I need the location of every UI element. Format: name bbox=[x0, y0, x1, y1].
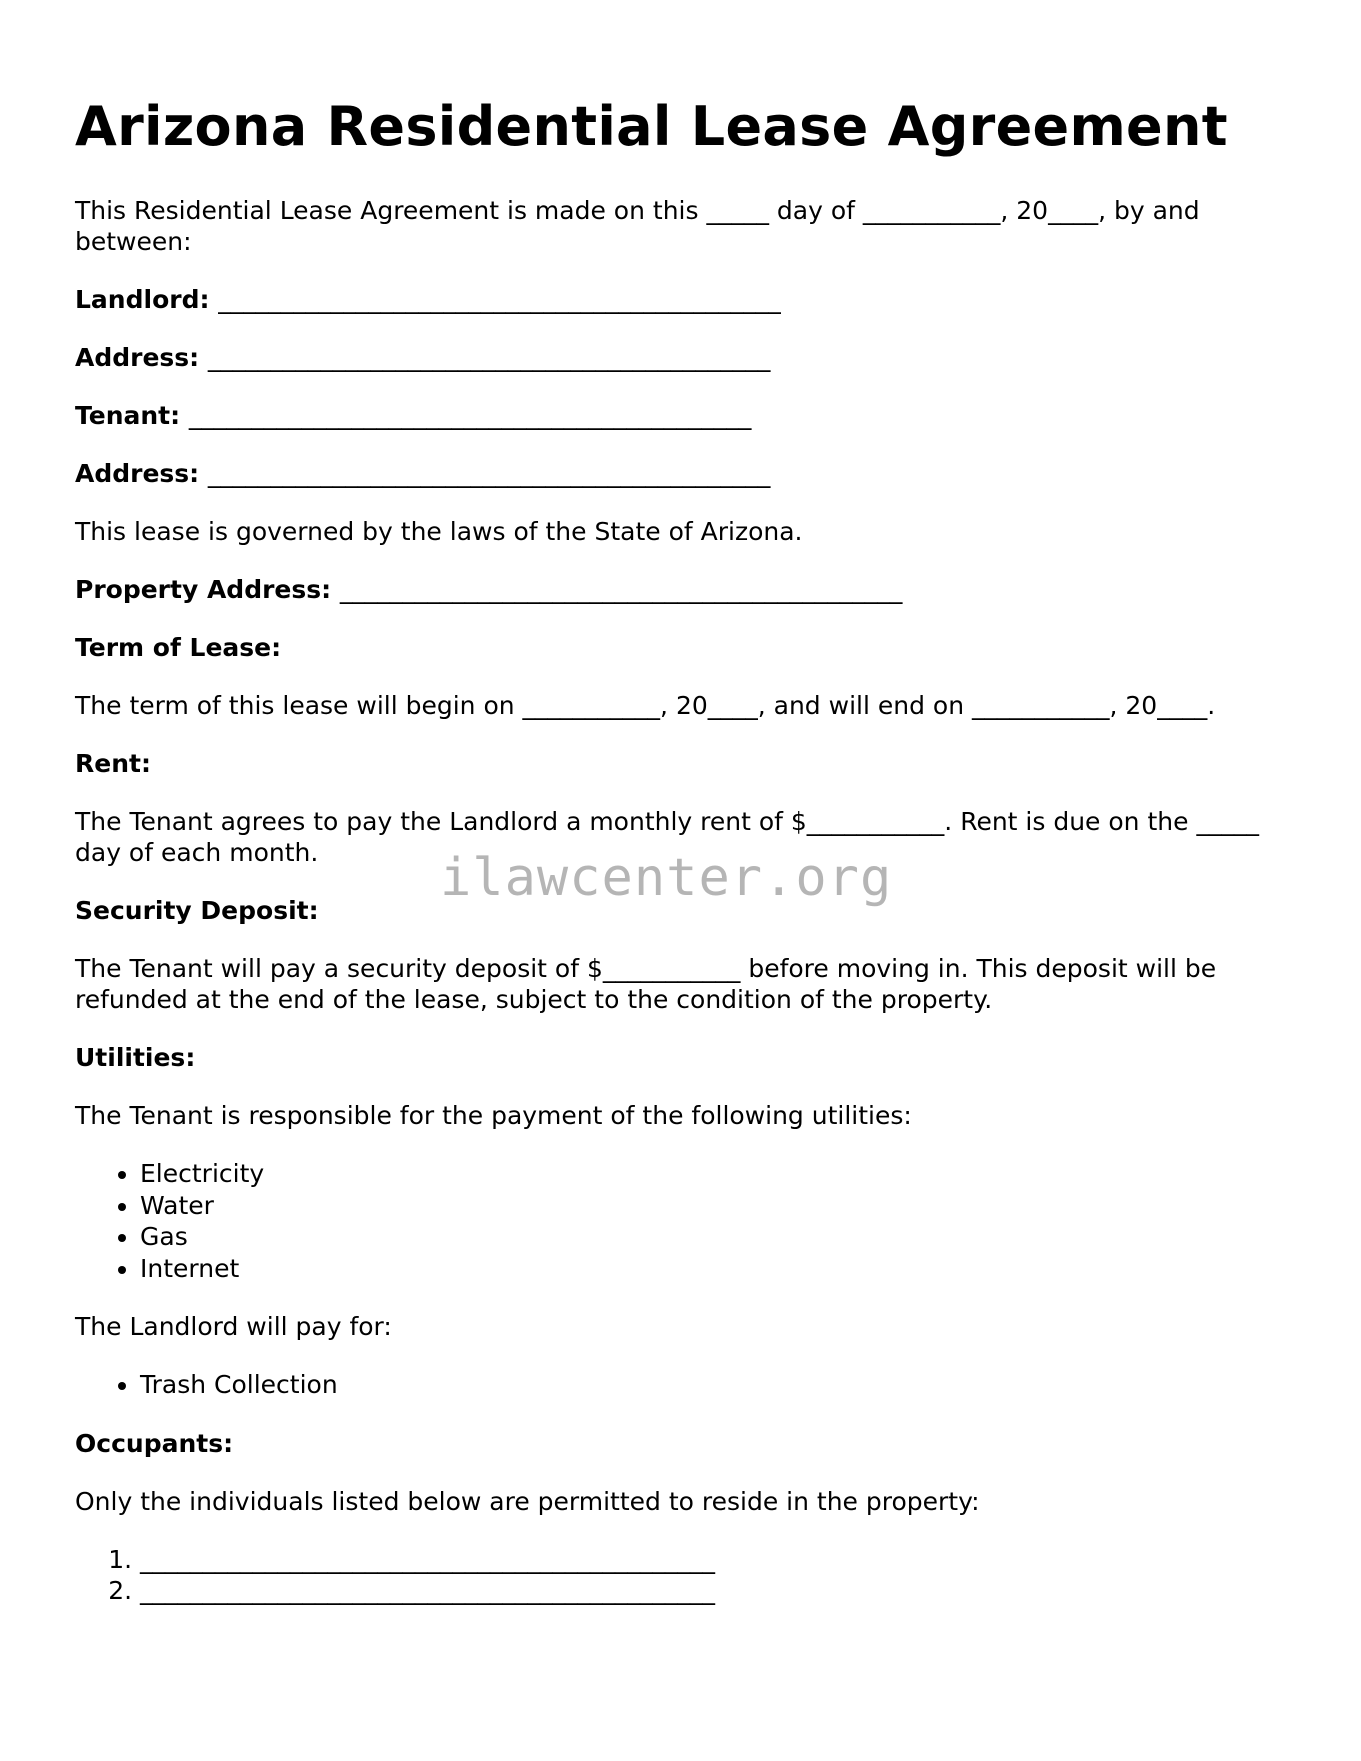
watermark: ilawcenter.org bbox=[440, 848, 893, 908]
list-item: 1. ______________________________________________ bbox=[140, 1544, 1295, 1576]
landlord-utilities-list bbox=[75, 1369, 1295, 1401]
landlord-address-blank: _____________________________________________ bbox=[207, 343, 771, 372]
rent-paragraph: The Tenant agrees to pay the Landlord a monthly rent of $___________. Rent is due on the _____ day of each month. bbox=[75, 807, 1259, 867]
landlord-address-field bbox=[75, 342, 1295, 373]
property-address-label: Property Address: bbox=[75, 575, 332, 604]
governing-law-paragraph: This lease is governed by the laws of the State of Arizona. bbox=[75, 517, 803, 546]
intro-paragraph: This Residential Lease Agreement is made on this _____ day of ___________, 20____, by and between: bbox=[75, 196, 1200, 256]
list-item: • Electricity bbox=[140, 1158, 1295, 1190]
lease-document bbox=[75, 92, 1295, 1634]
list-item: • Gas bbox=[140, 1221, 1295, 1253]
landlord-label: Landlord: bbox=[75, 285, 210, 314]
occupants-heading: Occupants: bbox=[75, 1428, 234, 1458]
landlord-field bbox=[75, 284, 1295, 315]
security-deposit-heading: Security Deposit: bbox=[75, 896, 319, 925]
occupants-list bbox=[75, 1544, 1295, 1607]
list-item: • Internet bbox=[140, 1253, 1295, 1285]
tenant-label: Tenant: bbox=[75, 401, 181, 430]
landlord-blank: _____________________________________________ bbox=[218, 285, 781, 314]
list-item: • Trash Collection bbox=[140, 1369, 1295, 1401]
landlord-utilities-paragraph: The Landlord will pay for: bbox=[75, 1312, 392, 1341]
utilities-heading: Utilities: bbox=[75, 1043, 196, 1072]
tenant-blank: _____________________________________________ bbox=[188, 401, 752, 430]
term-paragraph: The term of this lease will begin on ___________, 20____, and will end on ___________, 20____. bbox=[75, 691, 1216, 720]
property-address-field bbox=[75, 574, 1295, 605]
list-item: 2. ______________________________________________ bbox=[140, 1575, 1295, 1607]
tenant-address-field bbox=[75, 458, 1295, 489]
security-deposit-paragraph: The Tenant will pay a security deposit of $___________ before moving in. This deposit will be refunded at the end of the lease, subject to the condition of the property. bbox=[75, 954, 1217, 1014]
property-address-blank: _____________________________________________ bbox=[339, 575, 903, 604]
rent-heading: Rent: bbox=[75, 749, 151, 778]
tenant-utilities-paragraph: The Tenant is responsible for the payment of the following utilities: bbox=[75, 1101, 912, 1130]
landlord-address-label: Address: bbox=[75, 343, 200, 372]
list-item: • Water bbox=[140, 1190, 1295, 1222]
tenant-address-blank: _____________________________________________ bbox=[207, 459, 771, 488]
tenant-address-label: Address: bbox=[75, 459, 200, 488]
occupants-paragraph: Only the individuals listed below are permitted to reside in the property: bbox=[75, 1486, 980, 1516]
tenant-utilities-list bbox=[75, 1158, 1295, 1284]
term-heading: Term of Lease: bbox=[75, 633, 282, 662]
tenant-field bbox=[75, 400, 1295, 431]
document-title: Arizona Residential Lease Agreement bbox=[75, 95, 1228, 158]
